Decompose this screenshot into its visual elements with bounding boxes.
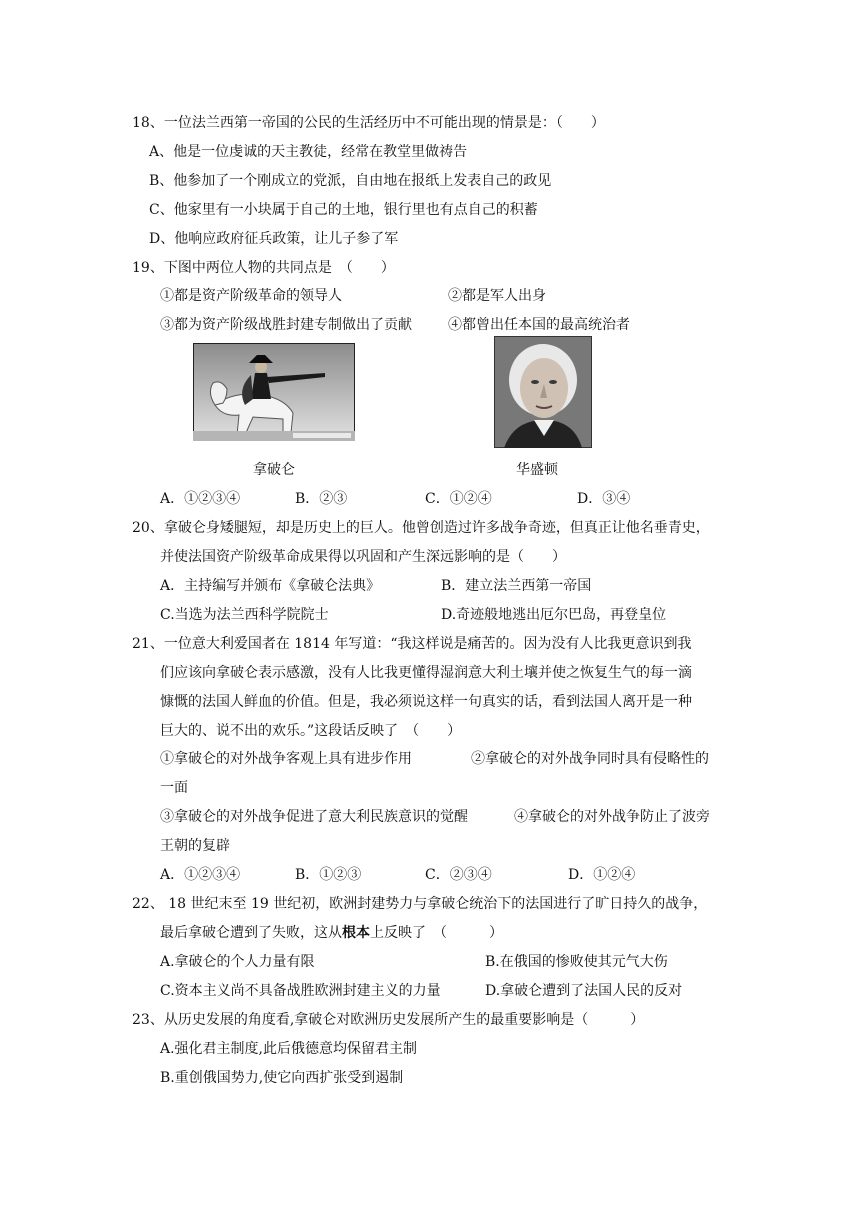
q18-option-b: B、他参加了一个刚成立的党派，自由地在报纸上发表自己的政见 [149, 173, 552, 189]
q21-stem-line4: 巨大的、说不出的欢乐。”这段话反映了 （ ） [160, 723, 462, 739]
q22-option-b: B.在俄国的惨败使其元气大伤 [485, 954, 668, 970]
q20-stem-line2: 并使法国资产阶级革命成果得以巩固和产生深远影响的是（ ） [160, 549, 566, 565]
q21-stem-line1: 21、一位意大利爱国者在 1814 年写道：“我这样说是痛苦的。因为没有人比我更意识到我 [132, 636, 692, 652]
q22-option-a: A.拿破仑的个人力量有限 [160, 954, 315, 970]
napoleon-portrait [193, 343, 355, 441]
q19-option-d: D．③④ [577, 491, 631, 507]
q19-statement-1: ①都是资产阶级革命的领导人 [160, 288, 342, 304]
q18-option-d: D、他响应政府征兵政策，让儿子参了军 [149, 231, 399, 247]
q21-option-b: B．①②③ [295, 867, 362, 883]
q23-option-a: A.强化君主制度,此后俄德意均保留君主制 [160, 1041, 418, 1057]
washington-portrait [494, 336, 592, 448]
q22-option-c: C.资本主义尚不具备战胜欧洲封建主义的力量 [160, 983, 441, 999]
q19-option-b: B．②③ [295, 491, 348, 507]
q21-option-d: D．①②④ [568, 867, 636, 883]
q20-option-b: B．建立法兰西第一帝国 [441, 578, 592, 594]
q22-emphasis: 根本 [342, 925, 370, 941]
q19-statement-4: ④都曾出任本国的最高统治者 [448, 317, 630, 333]
q23-stem: 23、从历史发展的角度看,拿破仑对欧洲历史发展所产生的最重要影响是（ ） [132, 1012, 645, 1028]
q21-statement-2: ②拿破仑的对外战争同时具有侵略性的 [471, 751, 709, 767]
q20-stem-line1: 20、拿破仑身矮腿短，却是历史上的巨人。他曾创造过许多战争奇迹，但真正让他名垂青史， [132, 520, 710, 536]
q18-option-c: C、他家里有一小块属于自己的土地，银行里也有点自己的积蓄 [149, 202, 538, 218]
q22-option-d: D.拿破仑遭到了法国人民的反对 [485, 983, 683, 999]
napoleon-caption: 拿破仑 [253, 462, 295, 478]
q23-option-b: B.重创俄国势力,使它向西扩张受到遏制 [160, 1070, 404, 1086]
q22-stem-part1: 最后拿破仑遭到了失败，这从 [160, 925, 342, 941]
q21-option-c: C．②③④ [425, 867, 492, 883]
q21-statement-1: ①拿破仑的对外战争客观上具有进步作用 [160, 751, 412, 767]
q21-stem-line2: 们应该向拿破仑表示感激，没有人比我更懂得湿润意大利土壤并使之恢复生气的每一滴 [160, 665, 692, 681]
q21-statement-4-cont: 王朝的复辟 [160, 838, 230, 854]
q19-statement-3: ③都为资产阶级战胜封建专制做出了贡献 [160, 317, 412, 333]
q21-statement-4: ④拿破仑的对外战争防止了波旁 [514, 809, 710, 825]
washington-caption: 华盛顿 [516, 462, 558, 478]
q22-stem-line1: 22、 18 世纪末至 19 世纪初，欧洲封建势力与拿破仑统治下的法国进行了旷日持久的战争， [132, 896, 708, 912]
q22-stem-part2: 上反映了 （ ） [370, 925, 503, 941]
q20-option-a: A．主持编写并颁布《拿破仑法典》 [160, 578, 381, 594]
q19-option-a: A．①②③④ [160, 491, 241, 507]
q19-stem: 19、下图中两位人物的共同点是 （ ） [132, 260, 395, 276]
q20-option-c: C.当选为法兰西科学院院士 [160, 607, 329, 623]
q18-option-a: A、他是一位虔诚的天主教徒，经常在教堂里做祷告 [149, 144, 468, 160]
q21-stem-line3: 慷慨的法国人鲜血的价值。但是，我必须说这样一句真实的话，看到法国人离开是一种 [160, 694, 692, 710]
q21-statement-3: ③拿破仑的对外战争促进了意大利民族意识的觉醒 [160, 809, 468, 825]
q20-option-d: D.奇迹般地逃出厄尔巴岛，再登皇位 [441, 607, 667, 623]
q19-option-c: C．①②④ [425, 491, 492, 507]
q22-stem-line2 [160, 924, 503, 942]
q21-statement-2-cont: 一面 [160, 780, 188, 796]
q21-option-a: A．①②③④ [160, 867, 241, 883]
q19-statement-2: ②都是军人出身 [448, 288, 546, 304]
q18-stem: 18、一位法兰西第一帝国的公民的生活经历中不可能出现的情景是：（ ） [132, 115, 605, 131]
